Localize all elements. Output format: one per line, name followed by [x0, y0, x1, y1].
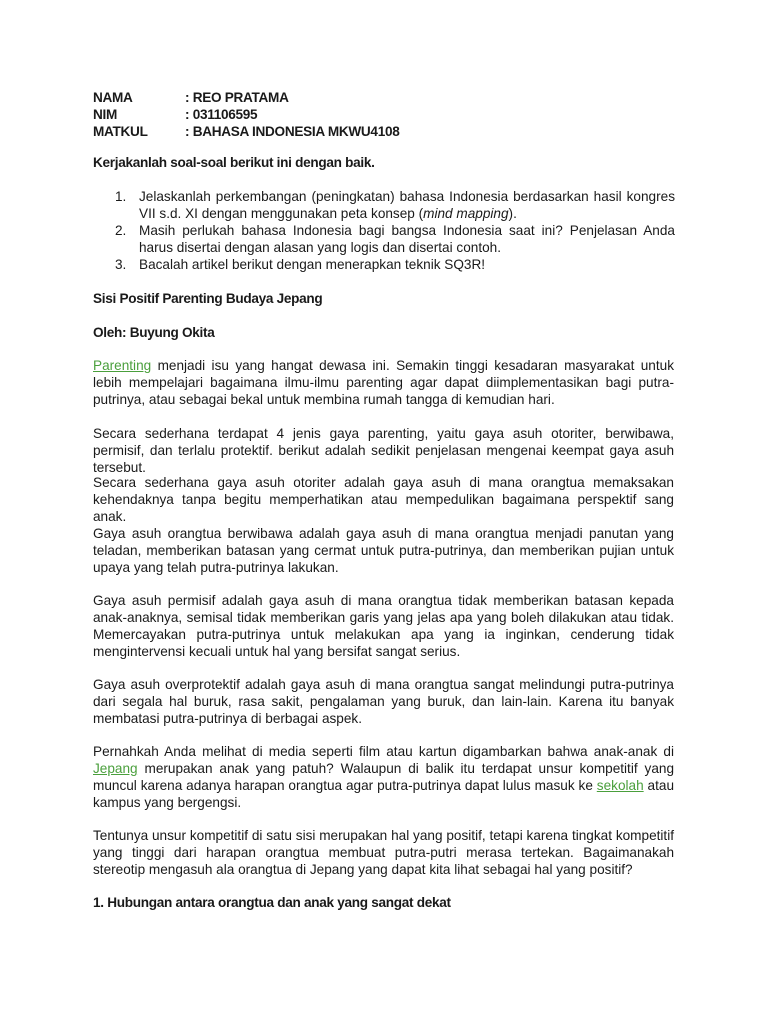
paragraph-2: Secara sederhana terdapat 4 jenis gaya parenting, yaitu gaya asuh otoriter, berwibawa, permisif, dan terlalu protektif. berikut adalah sedikit penjelasan mengenai keempat gaya asuh tersebut.	[93, 426, 674, 475]
paragraph-5: Gaya asuh permisif adalah gaya asuh di mana orangtua tidak memberikan batasan kepada anak-anaknya, semisal tidak memberikan garis yang jelas apa yang boleh dilakukan atau tidak. Memercayakan putra-putrinya untuk melakukan apa yang ia inginkan, cenderung tidak mengintervensi kecuali untuk hal yang bersifat sangat serius.	[93, 593, 674, 659]
list-item	[115, 222, 675, 256]
paragraph-4: Gaya asuh orangtua berwibawa adalah gaya asuh di mana orangtua menjadi panutan yang teladan, memberikan batasan yang cermat untuk putra-putrinya, dan memberikan pujian untuk upaya yang telah putra-putrinya lakukan.	[93, 526, 674, 575]
paragraph-7	[93, 743, 674, 811]
paragraph-text: atau kampus yang bergengsi.	[93, 778, 675, 810]
paragraph-8: Tentunya unsur kompetitif di satu sisi merupakan hal yang positif, tetapi karena tingkat kompetitif yang tinggi dari harapan orangtua membuat putra-putri merasa tertekan. Bagaimanakah stereotip mengasuh ala orangtua di Jepang yang dapat kita lihat sebagai hal yang positif?	[93, 828, 674, 877]
question-number: 1.	[115, 189, 127, 204]
question-number: 2.	[115, 223, 127, 238]
question-text: Masih perlukah bahasa Indonesia bagi bangsa Indonesia saat ini? Penjelasan Anda harus disertai dengan alasan yang logis dan disertai contoh.	[139, 223, 675, 255]
paragraph-text: merupakan anak yang patuh? Walaupun di balik itu terdapat unsur kompetitif yang muncul karena adanya harapan orangtua agar putra-putrinya dapat lulus masuk ke	[93, 761, 674, 793]
link-sekolah[interactable]: sekolah	[596, 778, 644, 793]
question-number: 3.	[115, 257, 127, 272]
info-row-nama	[93, 89, 693, 106]
list-item	[115, 188, 675, 222]
info-value: : 031106595	[185, 106, 257, 123]
link-parenting[interactable]: Parenting	[93, 358, 152, 373]
paragraph-6: Gaya asuh overprotektif adalah gaya asuh di mana orangtua sangat melindungi putra-putrinya dari segala hal buruk, rasa sakit, pengalaman yang buruk, dan lain-lain. Karena itu banyak membatasi putra-putrinya di berbagai aspek.	[93, 677, 674, 726]
question-text: Bacalah artikel berikut dengan menerapkan teknik SQ3R!	[139, 257, 486, 272]
info-label: NIM	[93, 107, 118, 122]
info-value: : REO PRATAMA	[185, 89, 289, 106]
info-label: NAMA	[93, 90, 133, 105]
info-value: : BAHASA INDONESIA MKWU4108	[185, 123, 399, 140]
article-title: Sisi Positif Parenting Budaya Jepang	[93, 291, 323, 306]
instruction: Kerjakanlah soal-soal berikut ini dengan baik.	[93, 155, 375, 170]
info-row-nim	[93, 106, 693, 123]
paragraph-text: Pernahkah Anda melihat di media seperti film atau kartun digambarkan bahwa anak-anak di	[93, 744, 674, 759]
link-jepang[interactable]: Jepang	[93, 761, 138, 776]
article-author: Oleh: Buyung Okita	[93, 325, 215, 340]
list-item	[115, 256, 675, 273]
paragraph-1	[93, 357, 674, 408]
paragraph-text: menjadi isu yang hangat dewasa ini. Semakin tinggi kesadaran masyarakat untuk lebih mempelajari bagaimana ilmu-ilmu parenting agar dapat diimplementasikan bagi putra-putrinya, atau sebagai bekal untuk membina rumah tangga di kemudian hari.	[93, 358, 674, 407]
question-text	[139, 188, 675, 222]
question-text-part: Jelaskanlah perkembangan (peningkatan) bahasa Indonesia berdasarkan hasil kongres VII s.d. XI dengan menggunakan peta konsep (	[139, 189, 675, 221]
question-list	[115, 188, 675, 273]
student-info	[93, 89, 693, 140]
question-text-part: ).	[508, 206, 517, 221]
paragraph-3: Secara sederhana gaya asuh otoriter adalah gaya asuh di mana orangtua memaksakan kehendaknya tanpa begitu memperhatikan atau mempedulikan bagaimana perspektif sang anak.	[93, 475, 674, 524]
section-heading: 1. Hubungan antara orangtua dan anak yang sangat dekat	[93, 895, 451, 910]
info-label: MATKUL	[93, 124, 148, 139]
question-text-italic: mind mapping	[423, 206, 509, 221]
info-row-matkul	[93, 123, 693, 140]
